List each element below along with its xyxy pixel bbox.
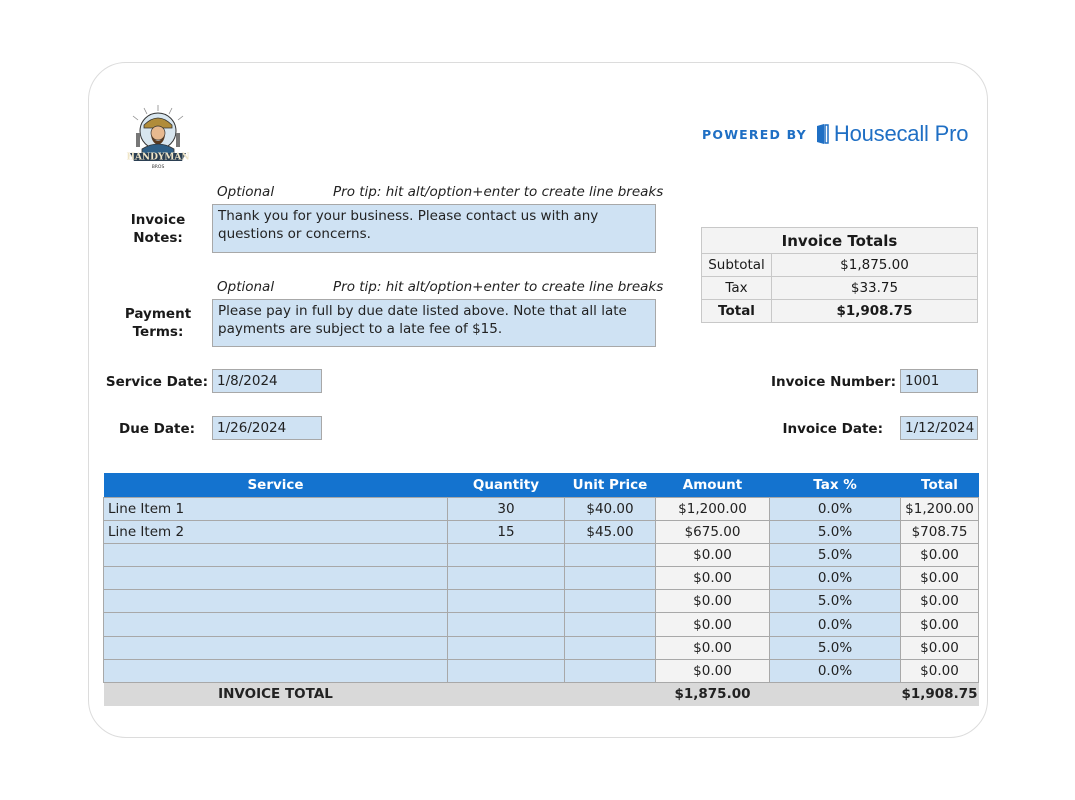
quantity-cell[interactable]	[448, 613, 565, 636]
due-date-label: Due Date:	[119, 421, 195, 437]
invoice-totals-table	[701, 227, 978, 323]
amount-cell: $0.00	[656, 590, 770, 613]
invoice-totals-title: Invoice Totals	[702, 228, 978, 254]
payment-terms-pro-tip: Pro tip: hit alt/option+enter to create line breaks	[333, 279, 664, 295]
invoice-total-total: $1,908.75	[901, 683, 979, 706]
quantity-cell[interactable]	[448, 590, 565, 613]
invoice-total-amount: $1,875.00	[656, 683, 770, 706]
service-cell[interactable]	[104, 636, 448, 659]
unit-price-cell[interactable]	[565, 567, 656, 590]
quantity-cell[interactable]	[448, 567, 565, 590]
service-cell[interactable]	[104, 613, 448, 636]
amount-cell: $0.00	[656, 613, 770, 636]
invoice-number-label: Invoice Number:	[770, 374, 896, 390]
service-cell[interactable]	[104, 590, 448, 613]
tax-label: Tax	[702, 277, 772, 300]
quantity-cell[interactable]	[448, 636, 565, 659]
subtotal-label: Subtotal	[702, 254, 772, 277]
header-tax-percent: Tax %	[770, 473, 901, 497]
header-service: Service	[104, 473, 448, 497]
line-items-table	[103, 473, 979, 706]
unit-price-cell[interactable]	[565, 659, 656, 682]
quantity-cell[interactable]: 15	[448, 520, 565, 543]
housecall-pro-wordmark: Housecall Pro	[833, 121, 969, 146]
total-cell: $0.00	[901, 636, 979, 659]
powered-by-label: POWERED BY	[702, 126, 807, 142]
total-cell: $708.75	[901, 520, 979, 543]
invoice-number-field[interactable]: 1001	[900, 369, 978, 393]
total-cell: $0.00	[901, 613, 979, 636]
quantity-cell[interactable]: 30	[448, 497, 565, 520]
amount-cell: $1,200.00	[656, 497, 770, 520]
table-row	[104, 613, 979, 636]
tax-value: $33.75	[772, 277, 978, 300]
logo-wordmark: HANDYMAN	[126, 152, 190, 163]
quantity-cell[interactable]	[448, 543, 565, 566]
invoice-total-label: INVOICE TOTAL	[104, 683, 448, 706]
service-date-field[interactable]: 1/8/2024	[212, 369, 322, 393]
powered-by-branding	[702, 120, 968, 148]
quantity-cell[interactable]	[448, 659, 565, 682]
total-cell: $0.00	[901, 567, 979, 590]
total-cell: $0.00	[901, 543, 979, 566]
housecall-door-icon	[814, 123, 830, 145]
service-cell[interactable]	[104, 659, 448, 682]
total-cell: $0.00	[901, 659, 979, 682]
invoice-notes-optional: Optional	[217, 184, 275, 200]
table-row	[104, 497, 979, 520]
header-total: Total	[901, 473, 979, 497]
unit-price-cell[interactable]: $45.00	[565, 520, 656, 543]
tax-percent-cell[interactable]: 5.0%	[770, 520, 901, 543]
amount-cell: $0.00	[656, 543, 770, 566]
invoice-total-spacer	[448, 683, 565, 706]
table-row	[104, 543, 979, 566]
table-row	[104, 659, 979, 682]
tax-percent-cell[interactable]: 0.0%	[770, 613, 901, 636]
service-cell[interactable]: Line Item 2	[104, 520, 448, 543]
table-row	[104, 590, 979, 613]
invoice-notes-label: Invoice Notes:	[130, 212, 186, 246]
tax-percent-cell[interactable]: 5.0%	[770, 636, 901, 659]
unit-price-cell[interactable]: $40.00	[565, 497, 656, 520]
header-quantity: Quantity	[448, 473, 565, 497]
tax-percent-cell[interactable]: 5.0%	[770, 590, 901, 613]
unit-price-cell[interactable]	[565, 543, 656, 566]
subtotal-value: $1,875.00	[772, 254, 978, 277]
handyman-logo	[124, 103, 192, 171]
tax-percent-cell[interactable]: 0.0%	[770, 497, 901, 520]
tax-percent-cell[interactable]: 5.0%	[770, 543, 901, 566]
logo-subtitle: BROS	[151, 165, 165, 170]
unit-price-cell[interactable]	[565, 636, 656, 659]
line-items-header	[104, 473, 979, 497]
invoice-date-label: Invoice Date:	[782, 421, 883, 437]
invoice-notes-field[interactable]: Thank you for your business. Please contact us with any questions or concerns.	[212, 204, 656, 253]
table-row	[104, 520, 979, 543]
tax-percent-cell[interactable]: 0.0%	[770, 567, 901, 590]
table-row	[104, 636, 979, 659]
payment-terms-field[interactable]: Please pay in full by due date listed above. Note that all late payments are subject to a late fee of $15.	[212, 299, 656, 347]
unit-price-cell[interactable]	[565, 613, 656, 636]
total-label: Total	[702, 300, 772, 323]
service-date-label: Service Date:	[105, 374, 208, 390]
amount-cell: $0.00	[656, 636, 770, 659]
total-value: $1,908.75	[772, 300, 978, 323]
due-date-field[interactable]: 1/26/2024	[212, 416, 322, 440]
payment-terms-optional: Optional	[217, 279, 275, 295]
header-amount: Amount	[656, 473, 770, 497]
invoice-total-spacer	[565, 683, 656, 706]
invoice-notes-pro-tip: Pro tip: hit alt/option+enter to create line breaks	[333, 184, 664, 200]
total-cell: $0.00	[901, 590, 979, 613]
service-cell[interactable]	[104, 543, 448, 566]
service-cell[interactable]: Line Item 1	[104, 497, 448, 520]
amount-cell: $675.00	[656, 520, 770, 543]
invoice-date-field[interactable]: 1/12/2024	[900, 416, 978, 440]
amount-cell: $0.00	[656, 659, 770, 682]
total-cell: $1,200.00	[901, 497, 979, 520]
service-cell[interactable]	[104, 567, 448, 590]
unit-price-cell[interactable]	[565, 590, 656, 613]
amount-cell: $0.00	[656, 567, 770, 590]
invoice-total-spacer	[770, 683, 901, 706]
table-row	[104, 567, 979, 590]
tax-percent-cell[interactable]: 0.0%	[770, 659, 901, 682]
invoice-total-row	[104, 683, 979, 706]
payment-terms-label: Payment Terms:	[124, 306, 192, 340]
header-unit-price: Unit Price	[565, 473, 656, 497]
